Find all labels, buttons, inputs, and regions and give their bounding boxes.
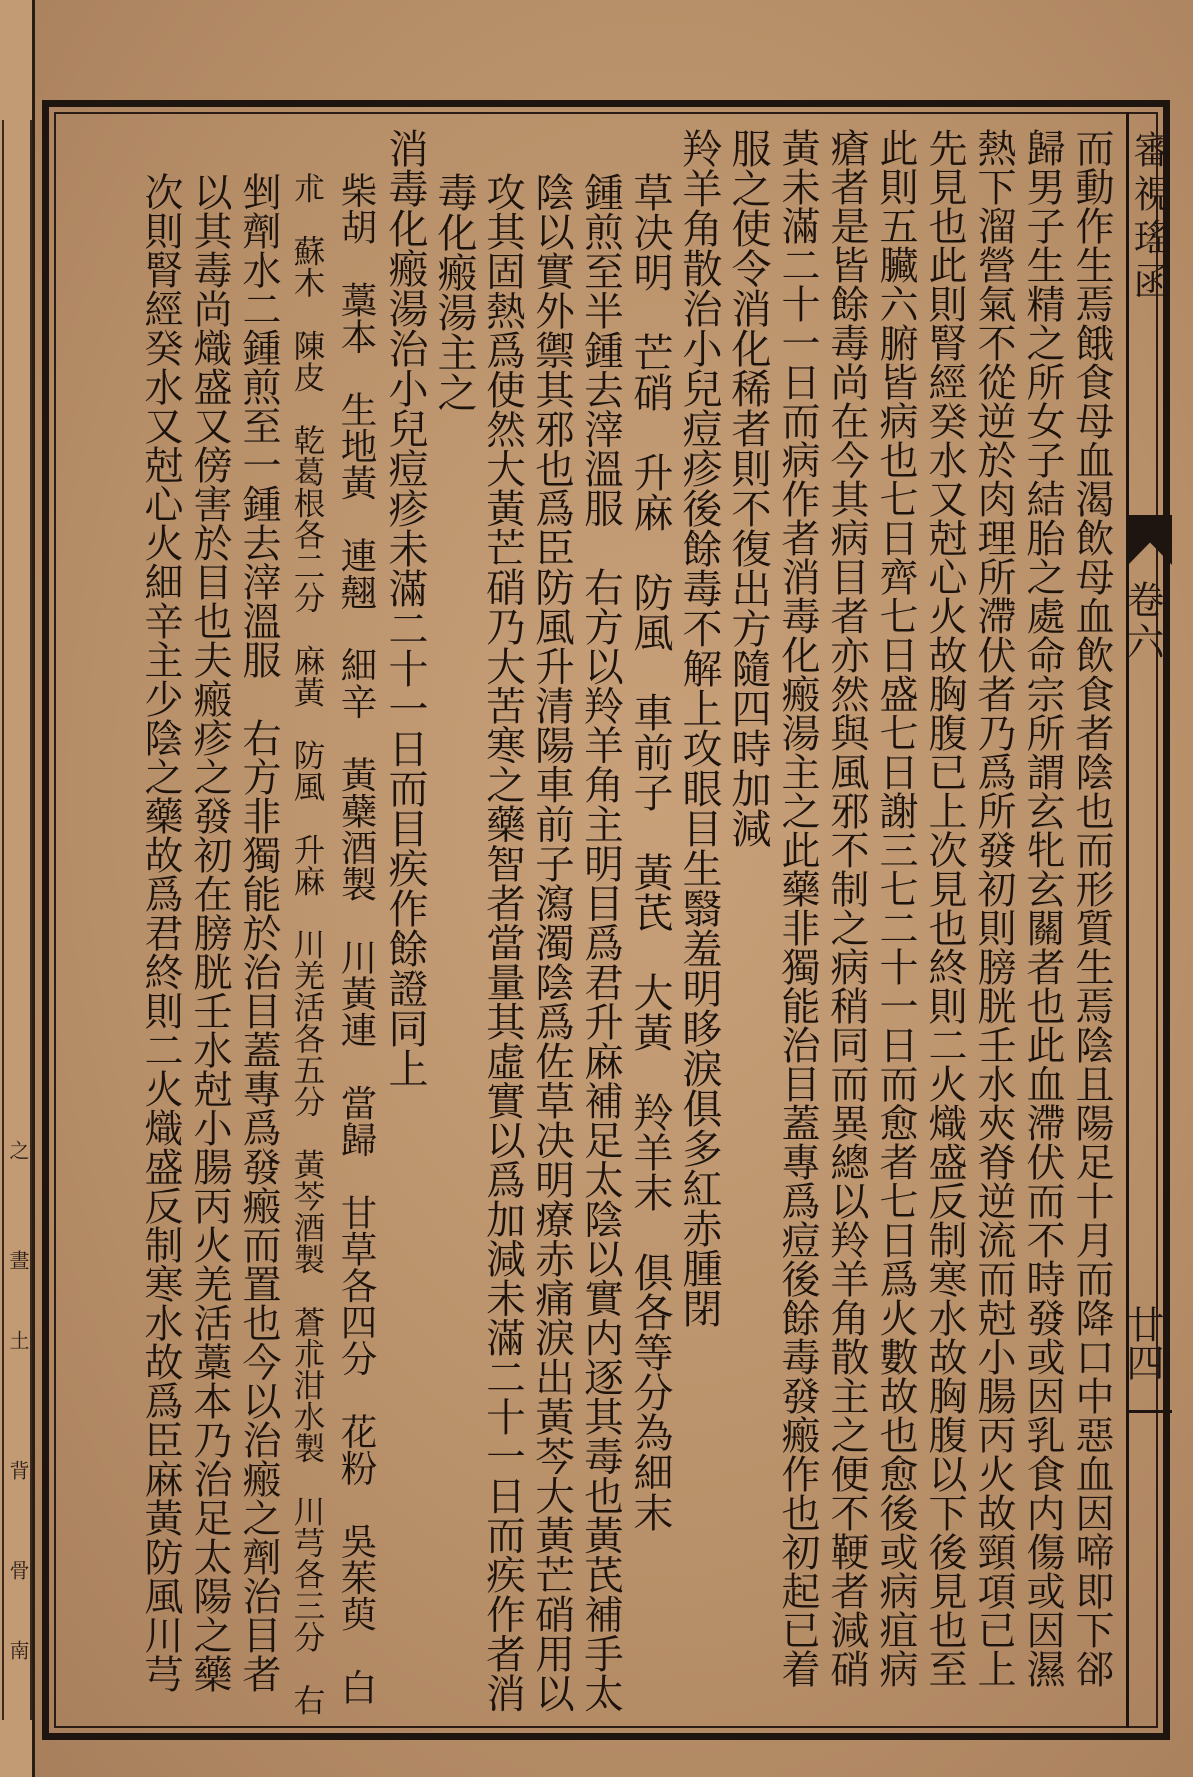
text-column: 此則五臟六腑皆病也七日齊七日盛七日謝三七二十一日而愈者七日爲火數故也愈後或病疽病 — [873, 128, 918, 1688]
adjacent-page-fragment: 之 — [6, 1140, 30, 1160]
center-fold-rule — [1128, 1410, 1172, 1413]
adjacent-page-fragment: 南 — [6, 1640, 30, 1660]
page-number: 廿四 — [1120, 1305, 1164, 1381]
ingredient-column: 草决明 芒硝 升麻 防風 車前子 黃芪 大黃 羚羊末 俱各等分為細末 — [627, 172, 673, 1532]
text-column: 熱下溜營氣不從逆於肉理所滯伏者乃爲所發初則膀胱壬水夾脊逆流而尅小腸丙火故頸項已上 — [971, 128, 1016, 1688]
adjacent-page-edge — [0, 0, 35, 1777]
adjacent-page-fragment: 晝 — [6, 1250, 30, 1270]
adjacent-page-border — [2, 120, 32, 1720]
text-column: 攻其固熱爲使然大黃芒硝乃大苦寒之藥智者當量其虛實以爲加減未滿二十一日而疾作者消 — [480, 172, 526, 1713]
text-column: 先見也此則腎經癸水又尅心火故胸腹已上次見也終則二火熾盛反制寒水故胸腹以下後見也至 — [922, 128, 967, 1688]
adjacent-page-fragment: 背 — [6, 1460, 30, 1480]
center-fold-column — [1120, 112, 1175, 1728]
main-text — [64, 128, 1118, 1718]
text-column: 黃未滿二十一日而病作者消毒化瘢湯主之此藥非獨能治目蓋專爲痘後餘毒發瘢作也初起已着 — [775, 128, 820, 1688]
text-column: 陰以實外禦其邪也爲臣防風升清陽車前子瀉濁陰爲佐草决明療赤痛淚出黃芩大黃芒硝用以 — [529, 172, 575, 1713]
formula-heading: 羚羊角散治小兒痘疹後餘毒不解上攻眼目生翳羞明眵淚俱多紅赤腫閉 — [676, 128, 722, 1328]
text-column: 而動作生焉餓食母血渴飲母血飲食者陰也而形質生焉陰且陽足十月而降口中惡血因啼即下郤 — [1069, 128, 1114, 1688]
text-column: 服之使令消化稀者則不復出方隨四時加減 — [725, 128, 771, 848]
text-column: 鍾煎至半鍾去滓溫服 右方以羚羊角主明目爲君升麻補足太陰以實内逐其毒也黃芪補手太 — [578, 172, 624, 1713]
volume-label: 卷六 — [1120, 580, 1164, 664]
text-column: 歸男子生精之所女子結胎之處命宗所謂玄牝玄關者也此血滯伏而不時發或因乳食内傷或因濕 — [1020, 128, 1065, 1688]
text-column: 瘡者是皆餘毒尚在今其病目者亦然與風邪不制之病稍同而異總以羚羊角散主之便不鞕者減硝 — [824, 128, 869, 1688]
text-column: 次則腎經癸水又尅心火細辛主少陰之藥故爲君終則二火熾盛反制寒水故爲臣麻黃防風川芎 — [138, 172, 183, 1693]
adjacent-page-fragment: 骨 — [6, 1560, 30, 1580]
ingredient-column: 朮 蘇木 陳皮 乾葛根各二分 麻黃 防風 升麻 川羌活各五分 黃芩酒製 蒼朮泔水製 川芎各三分 右 — [289, 172, 325, 1716]
text-column: 毒化瘢湯主之 — [431, 172, 477, 412]
book-title: 審視瑤函 — [1127, 130, 1171, 306]
formula-heading: 消毒化瘢湯治小兒痘疹未滿二十一日而目疾作餘證同上 — [382, 128, 428, 1088]
adjacent-page-fragment: 土 — [6, 1330, 30, 1350]
ingredient-column: 柴胡 藁本 生地黃 連翹 細辛 黃蘗酒製 川黃連 當歸 甘草各四分 花粉 吳茱萸 白 — [335, 172, 378, 1705]
text-column: 剉劑水二鍾煎至一鍾去滓溫服 右方非獨能於治目蓋專爲發瘢而置也今以治瘢之劑治目者 — [236, 172, 281, 1693]
text-column: 以其毒尚熾盛又傍害於目也夫瘢疹之發初在膀胱壬水尅小腸丙火羌活藁本乃治足太陽之藥 — [187, 172, 232, 1693]
